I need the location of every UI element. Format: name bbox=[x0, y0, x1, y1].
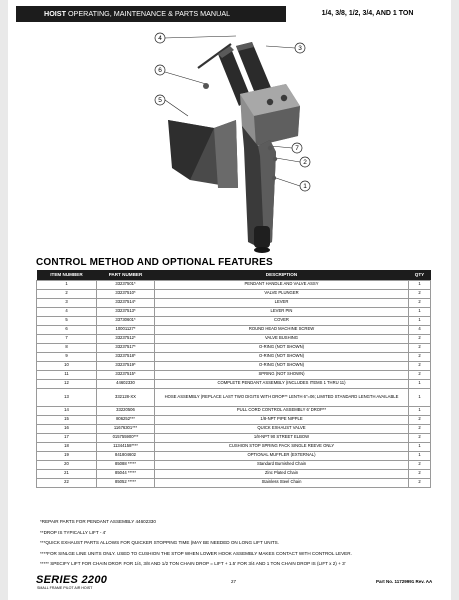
part-number-cell: 33220506 bbox=[97, 406, 155, 415]
table-row bbox=[37, 442, 431, 451]
item-number-cell: 16 bbox=[37, 424, 97, 433]
part-number-cell: 33237519* bbox=[97, 361, 155, 370]
item-number-cell: 22 bbox=[37, 478, 97, 487]
qty-cell: 1 bbox=[409, 379, 431, 388]
qty-cell: 2 bbox=[409, 298, 431, 307]
part-number-cell: 33237510* bbox=[97, 289, 155, 298]
part-number-cell: 85044 ***** bbox=[97, 469, 155, 478]
table-row bbox=[37, 460, 431, 469]
description-cell: O-RING (NOT SHOWN) bbox=[155, 343, 409, 352]
qty-cell: 2 bbox=[409, 469, 431, 478]
part-number-cell: 44602330 bbox=[97, 379, 155, 388]
svg-text:5: 5 bbox=[158, 97, 162, 105]
description-cell: COVER bbox=[155, 316, 409, 325]
description-cell: O-RING (NOT SHOWN) bbox=[155, 361, 409, 370]
description-cell: O-RING (NOT SHOWN) bbox=[155, 352, 409, 361]
description-cell: 1/8-NPT PIPE NIPPLE bbox=[155, 415, 409, 424]
part-number-cell: 85052 ***** bbox=[97, 478, 155, 487]
series-logo: SERIES 2200 bbox=[36, 574, 108, 586]
column-header: DESCRIPTION bbox=[155, 270, 409, 280]
part-number-cell: 841804602 bbox=[97, 451, 155, 460]
manual-title-bar bbox=[16, 6, 286, 22]
footnote: ****FOR SINLGE LINE UNITS ONLY. USED TO CUSHION THE STOP WHEN LOWER HOOK ASSEMBLY MAKES CONTACT WITH CONTROL LEVER. bbox=[40, 550, 352, 556]
item-number-cell: 19 bbox=[37, 451, 97, 460]
item-number-cell: 21 bbox=[37, 469, 97, 478]
description-cell: LEVER bbox=[155, 298, 409, 307]
svg-text:7: 7 bbox=[295, 145, 299, 153]
part-number-cell: 85088 ***** bbox=[97, 460, 155, 469]
callout-6 bbox=[155, 65, 165, 75]
item-number-cell: 20 bbox=[37, 460, 97, 469]
svg-text:3: 3 bbox=[298, 45, 302, 53]
svg-text:6: 6 bbox=[158, 67, 162, 75]
footnote: **DROP IS TYPICALLY LIFT - 4' bbox=[40, 529, 107, 535]
svg-text:1: 1 bbox=[303, 183, 307, 191]
table-row bbox=[37, 343, 431, 352]
part-number-cell: 33237501* bbox=[97, 280, 155, 289]
qty-cell: 1 bbox=[409, 280, 431, 289]
callout-4 bbox=[155, 33, 165, 43]
part-number-cell: 33730601* bbox=[97, 316, 155, 325]
part-number-cell: 10001127* bbox=[97, 325, 155, 334]
table-row bbox=[37, 433, 431, 442]
table-row bbox=[37, 415, 431, 424]
item-number-cell: 17 bbox=[37, 433, 97, 442]
part-number-cell: 33237512* bbox=[97, 334, 155, 343]
series-subtitle: SMALL FRAME PILOT AIR HOIST bbox=[37, 586, 93, 590]
description-cell: OPTIONAL MUFFLER (EXTERNAL) bbox=[155, 451, 409, 460]
item-number-cell: 2 bbox=[37, 289, 97, 298]
footnote: ***** SPECIFY LIFT FOR CHAIN DROP. FOR 1/4, 3/8 AND 1/2 TON CHAIN DROP = LIFT + 1.5' FOR 3/4 AND 1 TON CHAIN DROP IS (LIFT x 2) + 3' bbox=[40, 561, 346, 566]
item-number-cell: 8 bbox=[37, 343, 97, 352]
description-cell: PULL CORD CONTROL ASSEMBLY 6' DROP** bbox=[155, 406, 409, 415]
pendant-exploded-diagram bbox=[148, 28, 318, 256]
manual-title-text: OPERATING, MAINTENANCE & PARTS MANUAL bbox=[65, 9, 231, 18]
description-cell: CUSHION STOP SPRING PACK SINGLE REEVE ONLY bbox=[155, 442, 409, 451]
item-number-cell: 11 bbox=[37, 370, 97, 379]
qty-cell: 2 bbox=[409, 343, 431, 352]
table-row bbox=[37, 451, 431, 460]
section-title: CONTROL METHOD AND OPTIONAL FEATURES bbox=[36, 257, 273, 268]
callout-5 bbox=[155, 95, 165, 105]
table-header-row bbox=[37, 270, 431, 280]
description-cell: Stainless Steel Chain bbox=[155, 478, 409, 487]
page-number: 27 bbox=[231, 579, 237, 584]
table-row bbox=[37, 406, 431, 415]
qty-cell: 1 bbox=[409, 316, 431, 325]
description-cell: VALVE PLUNGER bbox=[155, 289, 409, 298]
footnotes bbox=[40, 517, 440, 570]
table-row bbox=[37, 379, 431, 388]
table-row bbox=[37, 307, 431, 316]
part-number-cell: 332128-XX bbox=[97, 388, 155, 406]
part-number-cell: 33237515* bbox=[97, 370, 155, 379]
qty-cell: 1 bbox=[409, 388, 431, 406]
part-number-cell: 33237513* bbox=[97, 307, 155, 316]
description-cell: Standard Burnished Chain bbox=[155, 460, 409, 469]
description-cell: LEVER PIN bbox=[155, 307, 409, 316]
qty-cell: 2 bbox=[409, 352, 431, 361]
qty-cell: 2 bbox=[409, 289, 431, 298]
callout-1 bbox=[300, 181, 310, 191]
item-number-cell: 9 bbox=[37, 352, 97, 361]
table-row bbox=[37, 388, 431, 406]
qty-cell: 2 bbox=[409, 415, 431, 424]
callout-2 bbox=[300, 157, 310, 167]
item-number-cell: 10 bbox=[37, 361, 97, 370]
table-row bbox=[37, 424, 431, 433]
qty-cell: 1 bbox=[409, 307, 431, 316]
qty-cell: 2 bbox=[409, 334, 431, 343]
manual-part-number: Part No. 11729991 Rev. AA bbox=[376, 579, 433, 584]
capacity-range: 1/4, 3/8, 1/2, 3/4, AND 1 TON bbox=[321, 10, 414, 17]
footnote: *REPAIR PARTS FOR PENDANT ASSEMBLY 44602330 bbox=[40, 519, 156, 524]
item-number-cell: 4 bbox=[37, 307, 97, 316]
description-cell: COMPLETE PENDANT ASSEMBLY (INCLUDES ITEMS 1 THRU 11) bbox=[155, 379, 409, 388]
callout-3 bbox=[295, 43, 305, 53]
part-number-cell: 806252*** bbox=[97, 415, 155, 424]
svg-text:2: 2 bbox=[303, 159, 307, 167]
description-cell: VALVE BUSHING bbox=[155, 334, 409, 343]
description-cell: QUICK EXHAUST VALVE bbox=[155, 424, 409, 433]
qty-cell: 2 bbox=[409, 433, 431, 442]
table-row bbox=[37, 334, 431, 343]
page-header bbox=[16, 6, 443, 22]
description-cell: ROUND HEAD MACHINE SCREW bbox=[155, 325, 409, 334]
item-number-cell: 5 bbox=[37, 316, 97, 325]
table-row bbox=[37, 478, 431, 487]
item-number-cell: 13 bbox=[37, 388, 97, 406]
column-header: ITEM NUMBER bbox=[37, 270, 97, 280]
part-number-cell: 11676301*** bbox=[97, 424, 155, 433]
qty-cell: 1 bbox=[409, 451, 431, 460]
table-row bbox=[37, 316, 431, 325]
part-number-cell: 33237517* bbox=[97, 343, 155, 352]
part-number-cell: 33237518* bbox=[97, 352, 155, 361]
description-cell: Zinc Plated Chain bbox=[155, 469, 409, 478]
part-number-cell: 015755900*** bbox=[97, 433, 155, 442]
table-row bbox=[37, 469, 431, 478]
column-header: PART NUMBER bbox=[97, 270, 155, 280]
qty-cell: 2 bbox=[409, 460, 431, 469]
qty-cell: 2 bbox=[409, 361, 431, 370]
footnote: ***QUICK EXHAUST PARTS ALLOWS FOR QUICKER STOPPING TIME (MAY BE NEEDED ON LONG LIFT UNITS. bbox=[40, 540, 280, 545]
part-number-cell: 33237514* bbox=[97, 298, 155, 307]
qty-cell: 1 bbox=[409, 406, 431, 415]
qty-cell: 4 bbox=[409, 325, 431, 334]
item-number-cell: 1 bbox=[37, 280, 97, 289]
qty-cell: 1 bbox=[409, 442, 431, 451]
svg-text:4: 4 bbox=[158, 35, 162, 43]
cover-plate bbox=[168, 120, 238, 188]
column-header: QTY bbox=[409, 270, 431, 280]
callout-7 bbox=[292, 143, 302, 153]
qty-cell: 2 bbox=[409, 478, 431, 487]
table-row bbox=[37, 325, 431, 334]
qty-cell: 2 bbox=[409, 370, 431, 379]
item-number-cell: 3 bbox=[37, 298, 97, 307]
item-number-cell: 18 bbox=[37, 442, 97, 451]
table-row bbox=[37, 370, 431, 379]
item-number-cell: 7 bbox=[37, 334, 97, 343]
table-row bbox=[37, 352, 431, 361]
description-cell: PENDANT HANDLE AND VALVE ASSY bbox=[155, 280, 409, 289]
item-number-cell: 12 bbox=[37, 379, 97, 388]
table-row bbox=[37, 280, 431, 289]
table-row bbox=[37, 289, 431, 298]
description-cell: 1/8-NPT 90 STREET ELBOW bbox=[155, 433, 409, 442]
description-cell: HOSE ASSEMBLY (REPLACE LAST TWO DIGITS WITH DROP** LENTH 6"=06; LIMITED STANDARD LENGTH AVAILABLE bbox=[155, 388, 409, 406]
parts-table bbox=[36, 270, 431, 488]
part-number-cell: 11344158**** bbox=[97, 442, 155, 451]
table-row bbox=[37, 361, 431, 370]
page-footer bbox=[36, 574, 436, 594]
qty-cell: 2 bbox=[409, 424, 431, 433]
manual-page bbox=[8, 0, 451, 600]
item-number-cell: 14 bbox=[37, 406, 97, 415]
manual-title-bold: HOIST bbox=[44, 9, 66, 18]
item-number-cell: 15 bbox=[37, 415, 97, 424]
table-row bbox=[37, 298, 431, 307]
item-number-cell: 6 bbox=[37, 325, 97, 334]
description-cell: SPRING (NOT SHOWN) bbox=[155, 370, 409, 379]
